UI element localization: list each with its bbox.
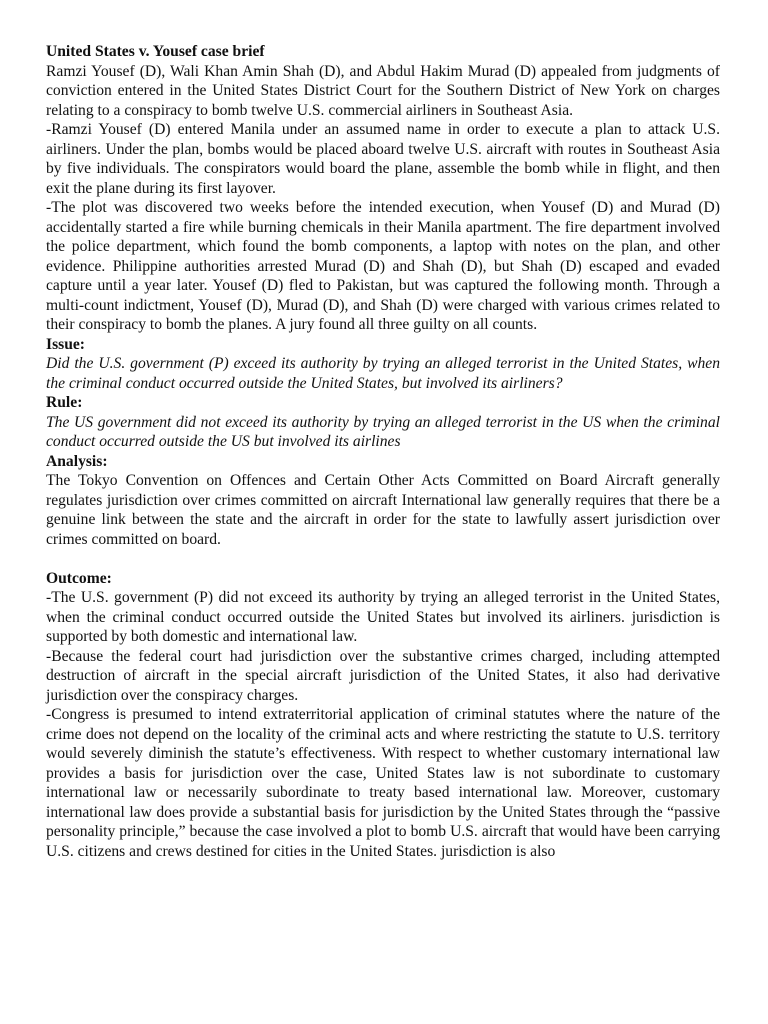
analysis-text: The Tokyo Convention on Offences and Certain Other Acts Committed on Board Aircraft generally regulates jurisdiction over crimes committed on aircraft International law generally requires that there be a genuine link between the state and the aircraft in order for the state to lawfully assert jurisdiction over crimes committed on board. — [46, 472, 720, 548]
rule-heading: Rule: — [46, 394, 83, 411]
outcome-paragraph: -The U.S. government (P) did not exceed its authority by trying an alleged terrorist in the United States, when the criminal conduct occurred outside the United States but involved its airliners. jurisdiction is supported by both domestic and international law. — [46, 589, 720, 645]
outcome-heading: Outcome: — [46, 569, 112, 587]
issue-heading: Issue: — [46, 335, 85, 353]
facts-paragraph: -Ramzi Yousef (D) entered Manila under an assumed name in order to execute a plan to attack U.S. airliners. Under the plan, bombs would be placed aboard twelve U.S. aircraft with routes in Southeast Asia by five individuals. The conspirators would board the plane, assemble the bomb while in flight, and then exit the plane during its first layover. — [46, 121, 720, 197]
intro-paragraph: Ramzi Yousef (D), Wali Khan Amin Shah (D), and Abdul Hakim Murad (D) appealed from judgments of conviction entered in the United States District Court for the Southern District of New York on charges relating to a conspiracy to bomb twelve U.S. commercial airliners in Southeast Asia. — [46, 62, 720, 119]
analysis-heading: Analysis: — [46, 452, 108, 470]
rule-text: The US government did not exceed its authority by trying an alleged terrorist in the US when the criminal conduct occurred outside the US but involved its airlines — [46, 413, 720, 450]
document-page — [46, 42, 720, 861]
outcome-paragraph: -Because the federal court had jurisdiction over the substantive crimes charged, including attempted destruction of aircraft in the special aircraft jurisdiction of the United States, it also had derivative jurisdiction over the conspiracy charges. — [46, 647, 720, 704]
section-spacer — [46, 549, 720, 569]
issue-text: Did the U.S. government (P) exceed its authority by trying an alleged terrorist in the United States, when the criminal conduct occurred outside the United States, but involved its airliners? — [46, 355, 720, 392]
document-title: United States v. Yousef case brief — [46, 43, 265, 60]
facts-paragraph: -The plot was discovered two weeks before the intended execution, when Yousef (D) and Murad (D) accidentally started a fire while burning chemicals in their Manila apartment. The fire department involved the police department, which found the bomb components, a laptop with notes on the plan, and other evidence. Philippine authorities arrested Murad (D) and Shah (D), but Shah (D) escaped and evaded capture until a year later. Yousef (D) fled to Pakistan, but was captured the following month. Through a multi-count indictment, Yousef (D), Murad (D), and Shah (D) were charged with various crimes related to their conspiracy to bomb the planes. A jury found all three guilty on all counts. — [46, 199, 720, 333]
outcome-paragraph: -Congress is presumed to intend extraterritorial application of criminal statutes where the nature of the crime does not depend on the locality of the criminal acts and where restricting the statute to U.S. territory would severely diminish the statute’s effectiveness. With respect to whether customary international law provides a basis for jurisdiction over the case, United States law is not subordinate to customary international law or necessarily subordinate to treaty based international law. Moreover, customary international law does provide a substantial basis for jurisdiction by the United States through the “passive personality principle,” because the case involved a plot to bomb U.S. aircraft that would have been carrying U.S. citizens and crews destined for cities in the United States. jurisdiction is also — [46, 706, 720, 860]
